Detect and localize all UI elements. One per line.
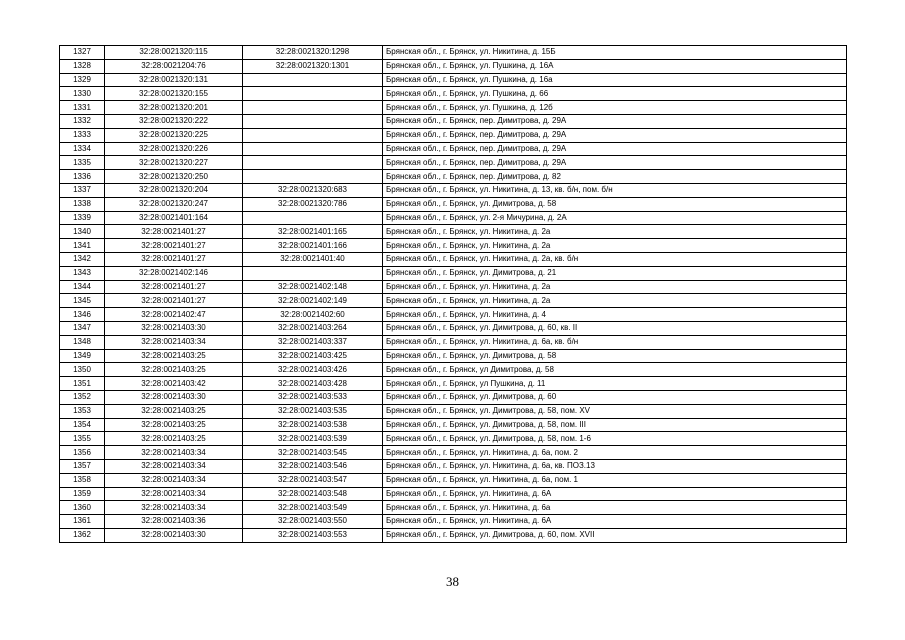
row-number-cell: 1345 xyxy=(60,294,105,308)
registry-table xyxy=(59,45,847,543)
object-cadastral-number-cell xyxy=(243,114,383,128)
row-number-cell: 1327 xyxy=(60,46,105,60)
row-number-cell: 1331 xyxy=(60,101,105,115)
cadastral-number-cell: 32:28:0021402:47 xyxy=(105,308,243,322)
object-cadastral-number-cell: 32:28:0021402:60 xyxy=(243,308,383,322)
object-cadastral-number-cell: 32:28:0021402:148 xyxy=(243,280,383,294)
cadastral-number-cell: 32:28:0021403:34 xyxy=(105,446,243,460)
address-cell: Брянская обл., г. Брянск, ул. Никитина, д. 2а, кв. б/н xyxy=(383,252,847,266)
row-number-cell: 1337 xyxy=(60,183,105,197)
object-cadastral-number-cell: 32:28:0021403:547 xyxy=(243,473,383,487)
cadastral-number-cell: 32:28:0021403:25 xyxy=(105,363,243,377)
address-cell: Брянская обл., г. Брянск, ул. Никитина, д. 6а, пом. 1 xyxy=(383,473,847,487)
cadastral-number-cell: 32:28:0021403:25 xyxy=(105,349,243,363)
table-row xyxy=(60,170,847,184)
table-row xyxy=(60,142,847,156)
cadastral-number-cell: 32:28:0021401:27 xyxy=(105,225,243,239)
cadastral-number-cell: 32:28:0021403:30 xyxy=(105,321,243,335)
object-cadastral-number-cell: 32:28:0021401:40 xyxy=(243,252,383,266)
table-row xyxy=(60,349,847,363)
address-cell: Брянская обл., г. Брянск, ул. Димитрова, д. 58 xyxy=(383,197,847,211)
address-cell: Брянская обл., г. Брянск, ул. Никитина, д. 6а, кв. ПОЗ.13 xyxy=(383,459,847,473)
table-row xyxy=(60,280,847,294)
cadastral-number-cell: 32:28:0021320:155 xyxy=(105,87,243,101)
address-cell: Брянская обл., г. Брянск, ул. Никитина, д. 2а xyxy=(383,239,847,253)
table-row xyxy=(60,335,847,349)
address-cell: Брянская обл., г. Брянск, ул. Никитина, д. 6а, пом. 2 xyxy=(383,446,847,460)
row-number-cell: 1335 xyxy=(60,156,105,170)
row-number-cell: 1333 xyxy=(60,128,105,142)
table-row xyxy=(60,266,847,280)
cadastral-number-cell: 32:28:0021403:30 xyxy=(105,390,243,404)
cadastral-number-cell: 32:28:0021401:27 xyxy=(105,252,243,266)
cadastral-number-cell: 32:28:0021402:146 xyxy=(105,266,243,280)
cadastral-number-cell: 32:28:0021403:25 xyxy=(105,418,243,432)
object-cadastral-number-cell xyxy=(243,170,383,184)
table-body xyxy=(60,46,847,543)
cadastral-number-cell: 32:28:0021403:34 xyxy=(105,487,243,501)
row-number-cell: 1334 xyxy=(60,142,105,156)
row-number-cell: 1348 xyxy=(60,335,105,349)
address-cell: Брянская обл., г. Брянск, ул. Димитрова, д. 58, пом. XV xyxy=(383,404,847,418)
table-row xyxy=(60,404,847,418)
address-cell: Брянская обл., г. Брянск, пер. Димитрова, д. 29А xyxy=(383,114,847,128)
address-cell: Брянская обл., г. Брянск, ул. Димитрова, д. 58, пом. 1-6 xyxy=(383,432,847,446)
table-row xyxy=(60,114,847,128)
row-number-cell: 1340 xyxy=(60,225,105,239)
row-number-cell: 1341 xyxy=(60,239,105,253)
row-number-cell: 1350 xyxy=(60,363,105,377)
cadastral-number-cell: 32:28:0021401:27 xyxy=(105,294,243,308)
object-cadastral-number-cell: 32:28:0021403:264 xyxy=(243,321,383,335)
object-cadastral-number-cell xyxy=(243,142,383,156)
cadastral-number-cell: 32:28:0021403:25 xyxy=(105,404,243,418)
cadastral-number-cell: 32:28:0021403:34 xyxy=(105,473,243,487)
address-cell: Брянская обл., г. Брянск, ул. Димитрова, д. 60, пом. XVII xyxy=(383,528,847,542)
address-cell: Брянская обл., г. Брянск, пер. Димитрова, д. 82 xyxy=(383,170,847,184)
cadastral-number-cell: 32:28:0021320:226 xyxy=(105,142,243,156)
object-cadastral-number-cell: 32:28:0021403:553 xyxy=(243,528,383,542)
row-number-cell: 1355 xyxy=(60,432,105,446)
cadastral-number-cell: 32:28:0021320:222 xyxy=(105,114,243,128)
object-cadastral-number-cell: 32:28:0021403:425 xyxy=(243,349,383,363)
object-cadastral-number-cell: 32:28:0021403:426 xyxy=(243,363,383,377)
object-cadastral-number-cell: 32:28:0021403:546 xyxy=(243,459,383,473)
row-number-cell: 1361 xyxy=(60,515,105,529)
address-cell: Брянская обл., г. Брянск, пер. Димитрова, д. 29А xyxy=(383,128,847,142)
table-row xyxy=(60,501,847,515)
table-row xyxy=(60,308,847,322)
cadastral-number-cell: 32:28:0021320:115 xyxy=(105,46,243,60)
object-cadastral-number-cell: 32:28:0021403:549 xyxy=(243,501,383,515)
object-cadastral-number-cell xyxy=(243,156,383,170)
cadastral-number-cell: 32:28:0021403:36 xyxy=(105,515,243,529)
object-cadastral-number-cell: 32:28:0021403:428 xyxy=(243,377,383,391)
table-row xyxy=(60,432,847,446)
address-cell: Брянская обл., г. Брянск, ул Пушкина, д. 11 xyxy=(383,377,847,391)
table-row xyxy=(60,73,847,87)
table-row xyxy=(60,156,847,170)
cadastral-number-cell: 32:28:0021403:34 xyxy=(105,501,243,515)
address-cell: Брянская обл., г. Брянск, ул. Никитина, д. 6а, кв. б/н xyxy=(383,335,847,349)
cadastral-number-cell: 32:28:0021320:225 xyxy=(105,128,243,142)
table-row xyxy=(60,46,847,60)
table-row xyxy=(60,211,847,225)
row-number-cell: 1328 xyxy=(60,59,105,73)
object-cadastral-number-cell xyxy=(243,128,383,142)
row-number-cell: 1336 xyxy=(60,170,105,184)
row-number-cell: 1351 xyxy=(60,377,105,391)
table-row xyxy=(60,446,847,460)
table-row xyxy=(60,294,847,308)
row-number-cell: 1349 xyxy=(60,349,105,363)
table-row xyxy=(60,528,847,542)
address-cell: Брянская обл., г. Брянск, ул. Никитина, д. 15Б xyxy=(383,46,847,60)
row-number-cell: 1356 xyxy=(60,446,105,460)
row-number-cell: 1339 xyxy=(60,211,105,225)
object-cadastral-number-cell: 32:28:0021403:550 xyxy=(243,515,383,529)
object-cadastral-number-cell: 32:28:0021320:683 xyxy=(243,183,383,197)
table-row xyxy=(60,252,847,266)
table-row xyxy=(60,87,847,101)
cadastral-number-cell: 32:28:0021320:250 xyxy=(105,170,243,184)
address-cell: Брянская обл., г. Брянск, ул. Никитина, д. 2а xyxy=(383,280,847,294)
address-cell: Брянская обл., г. Брянск, ул. Никитина, д. 2а xyxy=(383,294,847,308)
row-number-cell: 1329 xyxy=(60,73,105,87)
cadastral-number-cell: 32:28:0021403:25 xyxy=(105,432,243,446)
object-cadastral-number-cell xyxy=(243,266,383,280)
row-number-cell: 1359 xyxy=(60,487,105,501)
table-row xyxy=(60,101,847,115)
cadastral-number-cell: 32:28:0021403:34 xyxy=(105,459,243,473)
table-row xyxy=(60,473,847,487)
table-row xyxy=(60,487,847,501)
row-number-cell: 1330 xyxy=(60,87,105,101)
object-cadastral-number-cell xyxy=(243,101,383,115)
address-cell: Брянская обл., г. Брянск, ул. Димитрова, д. 58 xyxy=(383,349,847,363)
row-number-cell: 1357 xyxy=(60,459,105,473)
address-cell: Брянская обл., г. Брянск, ул. Димитрова, д. 60, кв. II xyxy=(383,321,847,335)
object-cadastral-number-cell: 32:28:0021403:533 xyxy=(243,390,383,404)
address-cell: Брянская обл., г. Брянск, ул. Пушкина, д. 66 xyxy=(383,87,847,101)
cadastral-number-cell: 32:28:0021320:204 xyxy=(105,183,243,197)
row-number-cell: 1360 xyxy=(60,501,105,515)
address-cell: Брянская обл., г. Брянск, ул. Никитина, д. 6а xyxy=(383,501,847,515)
cadastral-number-cell: 32:28:0021320:201 xyxy=(105,101,243,115)
cadastral-number-cell: 32:28:0021401:27 xyxy=(105,280,243,294)
row-number-cell: 1358 xyxy=(60,473,105,487)
object-cadastral-number-cell: 32:28:0021320:1298 xyxy=(243,46,383,60)
table-row xyxy=(60,225,847,239)
object-cadastral-number-cell: 32:28:0021403:548 xyxy=(243,487,383,501)
cadastral-number-cell: 32:28:0021403:30 xyxy=(105,528,243,542)
cadastral-number-cell: 32:28:0021320:227 xyxy=(105,156,243,170)
address-cell: Брянская обл., г. Брянск, пер. Димитрова, д. 29А xyxy=(383,142,847,156)
table-row xyxy=(60,418,847,432)
row-number-cell: 1347 xyxy=(60,321,105,335)
table-row xyxy=(60,321,847,335)
address-cell: Брянская обл., г. Брянск, ул. Никитина, д. 2а xyxy=(383,225,847,239)
object-cadastral-number-cell: 32:28:0021401:166 xyxy=(243,239,383,253)
page-number: 38 xyxy=(446,574,459,589)
address-cell: Брянская обл., г. Брянск, ул. Пушкина, д. 16А xyxy=(383,59,847,73)
cadastral-number-cell: 32:28:0021401:164 xyxy=(105,211,243,225)
address-cell: Брянская обл., г. Брянск, ул. Никитина, д. 4 xyxy=(383,308,847,322)
address-cell: Брянская обл., г. Брянск, ул. Пушкина, д. 12б xyxy=(383,101,847,115)
address-cell: Брянская обл., г. Брянск, ул. Никитина, д. 13, кв. б/н, пом. б/н xyxy=(383,183,847,197)
cadastral-number-cell: 32:28:0021403:34 xyxy=(105,335,243,349)
row-number-cell: 1346 xyxy=(60,308,105,322)
row-number-cell: 1352 xyxy=(60,390,105,404)
table-row xyxy=(60,363,847,377)
cadastral-number-cell: 32:28:0021403:42 xyxy=(105,377,243,391)
address-cell: Брянская обл., г. Брянск, ул. Никитина, д. 6А xyxy=(383,487,847,501)
object-cadastral-number-cell xyxy=(243,73,383,87)
table-row xyxy=(60,59,847,73)
table-row xyxy=(60,128,847,142)
table-row xyxy=(60,239,847,253)
table-row xyxy=(60,515,847,529)
address-cell: Брянская обл., г. Брянск, пер. Димитрова, д. 29А xyxy=(383,156,847,170)
table-row xyxy=(60,197,847,211)
object-cadastral-number-cell xyxy=(243,211,383,225)
table-row xyxy=(60,459,847,473)
object-cadastral-number-cell: 32:28:0021320:786 xyxy=(243,197,383,211)
address-cell: Брянская обл., г. Брянск, ул. Димитрова, д. 21 xyxy=(383,266,847,280)
cadastral-number-cell: 32:28:0021320:247 xyxy=(105,197,243,211)
address-cell: Брянская обл., г. Брянск, ул Димитрова, д. 58 xyxy=(383,363,847,377)
row-number-cell: 1343 xyxy=(60,266,105,280)
row-number-cell: 1344 xyxy=(60,280,105,294)
table-row xyxy=(60,390,847,404)
table-row xyxy=(60,377,847,391)
object-cadastral-number-cell: 32:28:0021401:165 xyxy=(243,225,383,239)
cadastral-number-cell: 32:28:0021204:76 xyxy=(105,59,243,73)
address-cell: Брянская обл., г. Брянск, ул. Димитрова, д. 60 xyxy=(383,390,847,404)
object-cadastral-number-cell xyxy=(243,87,383,101)
object-cadastral-number-cell: 32:28:0021402:149 xyxy=(243,294,383,308)
row-number-cell: 1332 xyxy=(60,114,105,128)
address-cell: Брянская обл., г. Брянск, ул. Никитина, д. 6А xyxy=(383,515,847,529)
row-number-cell: 1338 xyxy=(60,197,105,211)
cadastral-number-cell: 32:28:0021320:131 xyxy=(105,73,243,87)
cadastral-number-cell: 32:28:0021401:27 xyxy=(105,239,243,253)
row-number-cell: 1362 xyxy=(60,528,105,542)
object-cadastral-number-cell: 32:28:0021403:545 xyxy=(243,446,383,460)
row-number-cell: 1353 xyxy=(60,404,105,418)
object-cadastral-number-cell: 32:28:0021320:1301 xyxy=(243,59,383,73)
row-number-cell: 1354 xyxy=(60,418,105,432)
address-cell: Брянская обл., г. Брянск, ул. 2-я Мичурина, д. 2А xyxy=(383,211,847,225)
object-cadastral-number-cell: 32:28:0021403:539 xyxy=(243,432,383,446)
object-cadastral-number-cell: 32:28:0021403:337 xyxy=(243,335,383,349)
row-number-cell: 1342 xyxy=(60,252,105,266)
object-cadastral-number-cell: 32:28:0021403:535 xyxy=(243,404,383,418)
object-cadastral-number-cell: 32:28:0021403:538 xyxy=(243,418,383,432)
table-row xyxy=(60,183,847,197)
address-cell: Брянская обл., г. Брянск, ул. Димитрова, д. 58, пом. III xyxy=(383,418,847,432)
address-cell: Брянская обл., г. Брянск, ул. Пушкина, д. 16а xyxy=(383,73,847,87)
